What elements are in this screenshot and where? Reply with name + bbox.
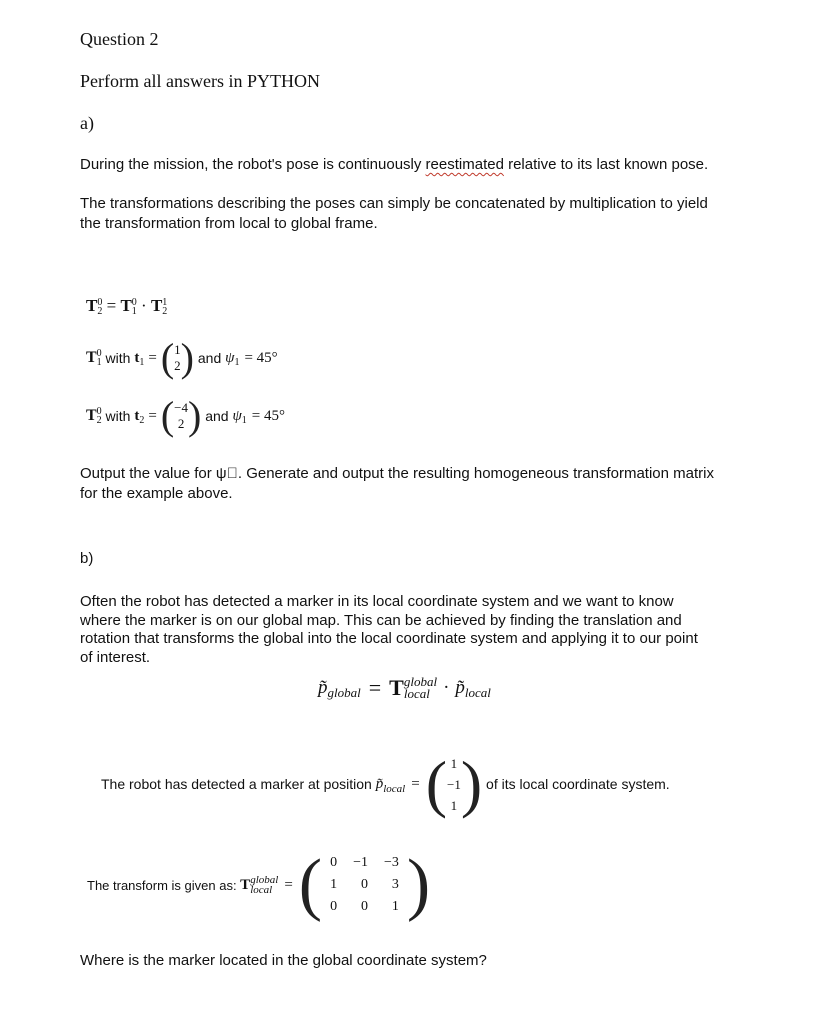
part-a-paragraph-2 [80,194,780,234]
marker-text: The robot has detected a marker at position [101,776,376,792]
question-title: Question 2 [80,29,159,49]
marker-vec-y: −1 [447,776,461,792]
instruction-text: Perform all answers in PYTHON [80,71,320,91]
marker-suffix: of its local coordinate system. [482,776,670,792]
part-b-line-2: where the marker is on our global map. This can be achieved by finding the translation and [80,611,682,629]
para1-after: relative to its last known pose. [503,156,709,173]
t2-vec-y: 2 [177,416,185,431]
t1-vec-y: 2 [174,358,181,373]
transform-text: The transform is given as: [87,877,241,893]
matrix-cell: 1 [391,899,399,914]
marker-vec-z: 1 [450,797,458,813]
matrix-cell: 0 [330,899,338,914]
matrix-cell: 0 [361,877,368,892]
part-b-question: Where is the marker located in the global coordinate system? [80,952,487,969]
part-b-line-3: rotation that transforms the global into the local coordinate system and applying it to our point [80,630,698,647]
para1-before: During the mission, the robot's pose is continuously [80,156,426,173]
matrix-cell: 3 [391,877,399,892]
equation-global-point: p̃ global = T global local · p̃ local [318,674,491,701]
t2-vec-x: −4 [174,400,188,415]
t1-definition: T 0 1 with t 1 = ( 1 2 ) and ψ 1 = 45° [86,335,278,380]
t1-angle: = 45° [244,349,278,366]
output-line-1: Output the value for ψ⃞. Generate and output the resulting homogeneous transformation matrix [80,465,714,482]
part-a-label: a) [80,113,94,133]
matrix-cell: −3 [384,855,399,870]
part-b-label: b) [80,550,94,567]
transform-matrix [322,852,407,918]
t2-angle: = 45° [251,407,286,424]
t2-vector [174,400,188,432]
para2-line-1: The transformations describing the poses can simply be concatenated by multiplication to yield [80,195,708,212]
t1-and-text: and [193,350,226,366]
misspelled-word: reestimated [425,156,504,173]
t2-with-text: with [101,408,135,424]
part-b-line-1: Often the robot has detected a marker in its local coordinate system and we want to know [80,593,674,610]
matrix-cell: 0 [361,899,368,914]
t2-and-text: and [201,408,233,424]
part-b-paragraph [80,593,800,667]
marker-vector [447,753,461,816]
matrix-cell: 0 [330,855,338,870]
part-a-output-instruction [80,464,800,504]
part-b-line-4: of interest. [80,648,151,666]
output-line-2: for the example above. [80,485,233,502]
matrix-cell: −1 [353,855,368,870]
transform-line: The transform is given as: T global local = ( 0 −1 −3 1 0 3 0 0 1 ) [87,846,431,923]
t1-vec-x: 1 [174,342,181,357]
part-a-paragraph-1 [80,155,708,175]
matrix-cell: 1 [330,877,338,892]
para2-line-2: the transformation from local to global frame. [80,215,378,232]
marker-vec-x: 1 [450,755,458,771]
equation-concatenation: T 0 2 = T 0 1 · T 1 2 [86,296,168,318]
marker-position-line: The robot has detected a marker at position p̃ local = ( 1 −1 1 ) of its local coordinate system. [101,748,670,819]
t2-definition: T 0 2 with t 2 = ( −4 2 ) and ψ 1 = 45° [86,393,286,438]
t1-with-text: with [101,350,135,366]
